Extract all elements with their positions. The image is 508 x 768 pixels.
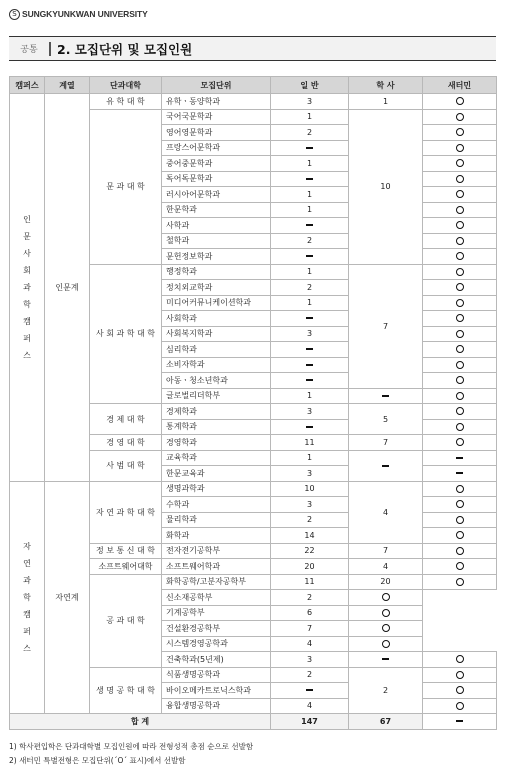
college-cell: 사 회 과 학 대 학 bbox=[90, 264, 162, 404]
department-cell: 소프트웨어학과 bbox=[162, 559, 271, 575]
general-count-cell: 2 bbox=[271, 280, 349, 296]
department-cell: 물리학과 bbox=[162, 512, 271, 528]
department-cell: 융합생명공학과 bbox=[162, 698, 271, 714]
col-header-department: 모집단위 bbox=[162, 77, 271, 94]
saetomin-mark-cell bbox=[423, 559, 497, 575]
table-header-row bbox=[10, 77, 497, 94]
dash-mark-icon bbox=[456, 457, 463, 459]
department-cell: 미디어커뮤니케이션학과 bbox=[162, 295, 271, 311]
recruitment-table bbox=[9, 76, 497, 730]
dash-mark-icon bbox=[382, 465, 389, 467]
department-cell: 영어영문학과 bbox=[162, 125, 271, 141]
saetomin-mark-cell bbox=[423, 125, 497, 141]
campus-char: 회 bbox=[23, 265, 31, 275]
total-general: 147 bbox=[271, 714, 349, 730]
department-cell: 전자전기공학부 bbox=[162, 543, 271, 559]
circle-mark-icon bbox=[456, 237, 464, 245]
footnote: 2) 새터민 특별전형은 모집단위(ˊOˊ 표시)에서 선발함 bbox=[9, 756, 186, 765]
campus-char: 학 bbox=[23, 299, 31, 309]
circle-mark-icon bbox=[456, 190, 464, 198]
dash-mark-icon bbox=[306, 379, 313, 381]
saetomin-mark-cell bbox=[349, 621, 423, 637]
section-header bbox=[9, 36, 496, 61]
dash-mark-icon bbox=[306, 348, 313, 350]
general-count-cell bbox=[271, 419, 349, 435]
circle-mark-icon bbox=[456, 314, 464, 322]
saetomin-mark-cell bbox=[423, 357, 497, 373]
circle-mark-icon bbox=[456, 221, 464, 229]
department-cell: 글로벌리더학부 bbox=[162, 388, 271, 404]
department-cell: 경제학과 bbox=[162, 404, 271, 420]
saetomin-mark-cell bbox=[423, 667, 497, 683]
general-count-cell: 3 bbox=[271, 497, 349, 513]
col-header-general: 일 반 bbox=[271, 77, 349, 94]
general-count-cell bbox=[271, 357, 349, 373]
department-cell: 국어국문학과 bbox=[162, 109, 271, 125]
saetomin-mark-cell bbox=[423, 528, 497, 544]
department-cell: 사회학과 bbox=[162, 311, 271, 327]
college-cell: 자 연 과 학 대 학 bbox=[90, 481, 162, 543]
circle-mark-icon bbox=[456, 686, 464, 694]
general-count-cell: 1 bbox=[271, 109, 349, 125]
saetomin-mark-cell bbox=[349, 605, 423, 621]
footnotes bbox=[9, 740, 253, 768]
category-badge: 공통 bbox=[20, 45, 38, 55]
saetomin-mark-cell bbox=[423, 466, 497, 482]
col-header-field: 계열 bbox=[45, 77, 90, 94]
campus-char: 학 bbox=[23, 592, 31, 602]
general-count-cell: 3 bbox=[271, 326, 349, 342]
circle-mark-icon bbox=[456, 500, 464, 508]
bachelor-count-cell: 2 bbox=[349, 667, 423, 714]
circle-mark-icon bbox=[456, 702, 464, 710]
department-cell: 화학과 bbox=[162, 528, 271, 544]
department-cell: 화학공학/고분자공학부 bbox=[162, 574, 271, 590]
general-count-cell: 2 bbox=[271, 233, 349, 249]
general-count-cell: 3 bbox=[271, 94, 349, 110]
general-count-cell: 3 bbox=[271, 404, 349, 420]
saetomin-mark-cell bbox=[423, 698, 497, 714]
saetomin-mark-cell bbox=[423, 233, 497, 249]
general-count-cell: 14 bbox=[271, 528, 349, 544]
total-saetomin bbox=[423, 714, 497, 730]
department-cell: 아동ㆍ청소년학과 bbox=[162, 373, 271, 389]
circle-mark-icon bbox=[456, 578, 464, 586]
campus-char: 과 bbox=[23, 282, 31, 292]
department-cell: 문헌정보학과 bbox=[162, 249, 271, 265]
saetomin-mark-cell bbox=[423, 295, 497, 311]
col-header-college: 단과대학 bbox=[90, 77, 162, 94]
circle-mark-icon bbox=[456, 361, 464, 369]
saetomin-mark-cell bbox=[423, 497, 497, 513]
college-cell: 문 과 대 학 bbox=[90, 109, 162, 264]
general-count-cell: 1 bbox=[271, 450, 349, 466]
saetomin-mark-cell bbox=[423, 311, 497, 327]
saetomin-mark-cell bbox=[423, 683, 497, 699]
general-count-cell: 2 bbox=[271, 667, 349, 683]
department-cell: 정치외교학과 bbox=[162, 280, 271, 296]
circle-mark-icon bbox=[382, 624, 390, 632]
department-cell: 교육학과 bbox=[162, 450, 271, 466]
bachelor-count-cell: 7 bbox=[349, 264, 423, 388]
circle-mark-icon bbox=[456, 655, 464, 663]
general-count-cell: 4 bbox=[271, 698, 349, 714]
bachelor-count-cell bbox=[349, 450, 423, 481]
dash-mark-icon bbox=[456, 472, 463, 474]
table-row bbox=[10, 481, 497, 497]
circle-mark-icon bbox=[456, 345, 464, 353]
col-header-saetomin: 새터민 bbox=[423, 77, 497, 94]
dash-mark-icon bbox=[306, 147, 313, 149]
circle-mark-icon bbox=[456, 252, 464, 260]
dash-mark-icon bbox=[382, 658, 389, 660]
saetomin-mark-cell bbox=[423, 481, 497, 497]
department-cell: 한문학과 bbox=[162, 202, 271, 218]
saetomin-mark-cell bbox=[423, 543, 497, 559]
general-count-cell: 4 bbox=[271, 636, 349, 652]
campus-char: 과 bbox=[23, 575, 31, 585]
general-count-cell: 3 bbox=[271, 466, 349, 482]
general-count-cell: 1 bbox=[271, 202, 349, 218]
dash-mark-icon bbox=[306, 224, 313, 226]
general-count-cell: 2 bbox=[271, 590, 349, 606]
table-row bbox=[10, 94, 497, 110]
saetomin-mark-cell bbox=[423, 171, 497, 187]
college-cell: 사 범 대 학 bbox=[90, 450, 162, 481]
saetomin-mark-cell bbox=[423, 94, 497, 110]
circle-mark-icon bbox=[456, 671, 464, 679]
dash-mark-icon bbox=[382, 395, 389, 397]
circle-mark-icon bbox=[456, 283, 464, 291]
circle-mark-icon bbox=[456, 547, 464, 555]
general-count-cell bbox=[271, 218, 349, 234]
general-count-cell: 20 bbox=[271, 559, 349, 575]
footnote: 1) 학사편입학은 단과대학별 모집인원에 따라 전형성적 총점 순으로 선발함 bbox=[9, 742, 254, 751]
col-header-campus: 캠퍼스 bbox=[10, 77, 45, 94]
college-cell: 소프트웨어대학 bbox=[90, 559, 162, 575]
circle-mark-icon bbox=[456, 392, 464, 400]
general-count-cell bbox=[271, 311, 349, 327]
general-count-cell: 2 bbox=[271, 512, 349, 528]
general-count-cell: 22 bbox=[271, 543, 349, 559]
circle-mark-icon bbox=[456, 128, 464, 136]
department-cell: 시스템경영공학과 bbox=[162, 636, 271, 652]
department-cell: 수학과 bbox=[162, 497, 271, 513]
circle-mark-icon bbox=[456, 206, 464, 214]
general-count-cell: 1 bbox=[271, 388, 349, 404]
general-count-cell bbox=[271, 342, 349, 358]
department-cell: 유학ㆍ동양학과 bbox=[162, 94, 271, 110]
circle-mark-icon bbox=[456, 485, 464, 493]
bachelor-count-cell: 4 bbox=[349, 481, 423, 543]
saetomin-mark-cell bbox=[349, 590, 423, 606]
circle-mark-icon bbox=[456, 113, 464, 121]
department-cell: 사학과 bbox=[162, 218, 271, 234]
university-logo bbox=[9, 8, 148, 20]
saetomin-mark-cell bbox=[423, 264, 497, 280]
college-cell: 경 제 대 학 bbox=[90, 404, 162, 435]
circle-mark-icon bbox=[456, 531, 464, 539]
campus-char: 퍼 bbox=[23, 626, 31, 636]
saetomin-mark-cell bbox=[423, 450, 497, 466]
bachelor-count-cell bbox=[349, 652, 423, 668]
department-cell: 통계학과 bbox=[162, 419, 271, 435]
college-cell: 생 명 공 학 대 학 bbox=[90, 667, 162, 714]
bachelor-count-cell: 5 bbox=[349, 404, 423, 435]
saetomin-mark-cell bbox=[423, 404, 497, 420]
general-count-cell: 6 bbox=[271, 605, 349, 621]
university-seal-icon: S bbox=[9, 9, 20, 20]
department-cell: 철학과 bbox=[162, 233, 271, 249]
circle-mark-icon bbox=[456, 516, 464, 524]
general-count-cell bbox=[271, 140, 349, 156]
section-title: 2. 모집단위 및 모집인원 bbox=[57, 41, 193, 57]
saetomin-mark-cell bbox=[423, 326, 497, 342]
table-body bbox=[10, 94, 497, 730]
field-cell: 자연계 bbox=[45, 481, 90, 714]
dash-mark-icon bbox=[306, 364, 313, 366]
dash-mark-icon bbox=[306, 255, 313, 257]
circle-mark-icon bbox=[382, 640, 390, 648]
total-row bbox=[10, 714, 497, 730]
department-cell: 러시아어문학과 bbox=[162, 187, 271, 203]
campus-char: 연 bbox=[23, 558, 31, 568]
circle-mark-icon bbox=[456, 438, 464, 446]
circle-mark-icon bbox=[456, 330, 464, 338]
department-cell: 행정학과 bbox=[162, 264, 271, 280]
circle-mark-icon bbox=[456, 175, 464, 183]
total-bachelor: 67 bbox=[349, 714, 423, 730]
bachelor-count-cell: 20 bbox=[349, 574, 423, 590]
circle-mark-icon bbox=[456, 376, 464, 384]
saetomin-mark-cell bbox=[423, 140, 497, 156]
campus-cell bbox=[10, 94, 45, 482]
campus-char: 사 bbox=[23, 248, 31, 258]
dash-mark-icon bbox=[456, 720, 463, 722]
department-cell: 신소재공학부 bbox=[162, 590, 271, 606]
campus-char: 인 bbox=[23, 214, 31, 224]
general-count-cell: 1 bbox=[271, 264, 349, 280]
department-cell: 기계공학부 bbox=[162, 605, 271, 621]
university-name: SUNGKYUNKWAN UNIVERSITY bbox=[22, 9, 148, 19]
general-count-cell: 1 bbox=[271, 295, 349, 311]
saetomin-mark-cell bbox=[423, 218, 497, 234]
saetomin-mark-cell bbox=[423, 419, 497, 435]
dash-mark-icon bbox=[306, 317, 313, 319]
general-count-cell: 1 bbox=[271, 187, 349, 203]
saetomin-mark-cell bbox=[423, 435, 497, 451]
circle-mark-icon bbox=[382, 593, 390, 601]
general-count-cell bbox=[271, 373, 349, 389]
campus-char: 퍼 bbox=[23, 333, 31, 343]
col-header-bachelor: 학 사 bbox=[349, 77, 423, 94]
saetomin-mark-cell bbox=[423, 156, 497, 172]
college-cell: 경 영 대 학 bbox=[90, 435, 162, 451]
general-count-cell: 11 bbox=[271, 435, 349, 451]
field-cell: 인문계 bbox=[45, 94, 90, 482]
saetomin-mark-cell bbox=[423, 574, 497, 590]
circle-mark-icon bbox=[382, 609, 390, 617]
general-count-cell: 11 bbox=[271, 574, 349, 590]
campus-cell bbox=[10, 481, 45, 714]
department-cell: 건설환경공학부 bbox=[162, 621, 271, 637]
saetomin-mark-cell bbox=[423, 388, 497, 404]
department-cell: 사회복지학과 bbox=[162, 326, 271, 342]
circle-mark-icon bbox=[456, 407, 464, 415]
total-label: 합 계 bbox=[10, 714, 271, 730]
saetomin-mark-cell bbox=[423, 373, 497, 389]
department-cell: 한문교육과 bbox=[162, 466, 271, 482]
department-cell: 바이오메카트로닉스학과 bbox=[162, 683, 271, 699]
saetomin-mark-cell bbox=[423, 249, 497, 265]
campus-char: 문 bbox=[23, 231, 31, 241]
header-divider bbox=[49, 42, 51, 56]
saetomin-mark-cell bbox=[423, 512, 497, 528]
campus-char: 스 bbox=[23, 350, 31, 360]
general-count-cell bbox=[271, 683, 349, 699]
bachelor-count-cell bbox=[349, 388, 423, 404]
department-cell: 경영학과 bbox=[162, 435, 271, 451]
saetomin-mark-cell bbox=[349, 636, 423, 652]
campus-char: 자 bbox=[23, 541, 31, 551]
department-cell: 심리학과 bbox=[162, 342, 271, 358]
circle-mark-icon bbox=[456, 423, 464, 431]
department-cell: 프랑스어문학과 bbox=[162, 140, 271, 156]
bachelor-count-cell: 7 bbox=[349, 435, 423, 451]
college-cell: 유 학 대 학 bbox=[90, 94, 162, 110]
circle-mark-icon bbox=[456, 299, 464, 307]
saetomin-mark-cell bbox=[423, 280, 497, 296]
saetomin-mark-cell bbox=[423, 342, 497, 358]
general-count-cell: 3 bbox=[271, 652, 349, 668]
bachelor-count-cell: 7 bbox=[349, 543, 423, 559]
bachelor-count-cell: 10 bbox=[349, 109, 423, 264]
circle-mark-icon bbox=[456, 97, 464, 105]
college-cell: 공 과 대 학 bbox=[90, 574, 162, 667]
circle-mark-icon bbox=[456, 159, 464, 167]
dash-mark-icon bbox=[306, 426, 313, 428]
department-cell: 식품생명공학과 bbox=[162, 667, 271, 683]
dash-mark-icon bbox=[306, 178, 313, 180]
bachelor-count-cell: 4 bbox=[349, 559, 423, 575]
circle-mark-icon bbox=[456, 144, 464, 152]
department-cell: 건축학과(5년제) bbox=[162, 652, 271, 668]
saetomin-mark-cell bbox=[423, 202, 497, 218]
general-count-cell: 2 bbox=[271, 125, 349, 141]
saetomin-mark-cell bbox=[423, 109, 497, 125]
dash-mark-icon bbox=[306, 689, 313, 691]
saetomin-mark-cell bbox=[423, 187, 497, 203]
general-count-cell bbox=[271, 171, 349, 187]
college-cell: 정 보 통 신 대 학 bbox=[90, 543, 162, 559]
general-count-cell: 1 bbox=[271, 156, 349, 172]
department-cell: 독어독문학과 bbox=[162, 171, 271, 187]
saetomin-mark-cell bbox=[423, 652, 497, 668]
campus-char: 캠 bbox=[23, 316, 31, 326]
bachelor-count-cell: 1 bbox=[349, 94, 423, 110]
department-cell: 중어중문학과 bbox=[162, 156, 271, 172]
general-count-cell bbox=[271, 249, 349, 265]
circle-mark-icon bbox=[456, 562, 464, 570]
circle-mark-icon bbox=[456, 268, 464, 276]
department-cell: 생명과학과 bbox=[162, 481, 271, 497]
general-count-cell: 7 bbox=[271, 621, 349, 637]
campus-char: 캠 bbox=[23, 609, 31, 619]
department-cell: 소비자학과 bbox=[162, 357, 271, 373]
general-count-cell: 10 bbox=[271, 481, 349, 497]
campus-char: 스 bbox=[23, 643, 31, 653]
